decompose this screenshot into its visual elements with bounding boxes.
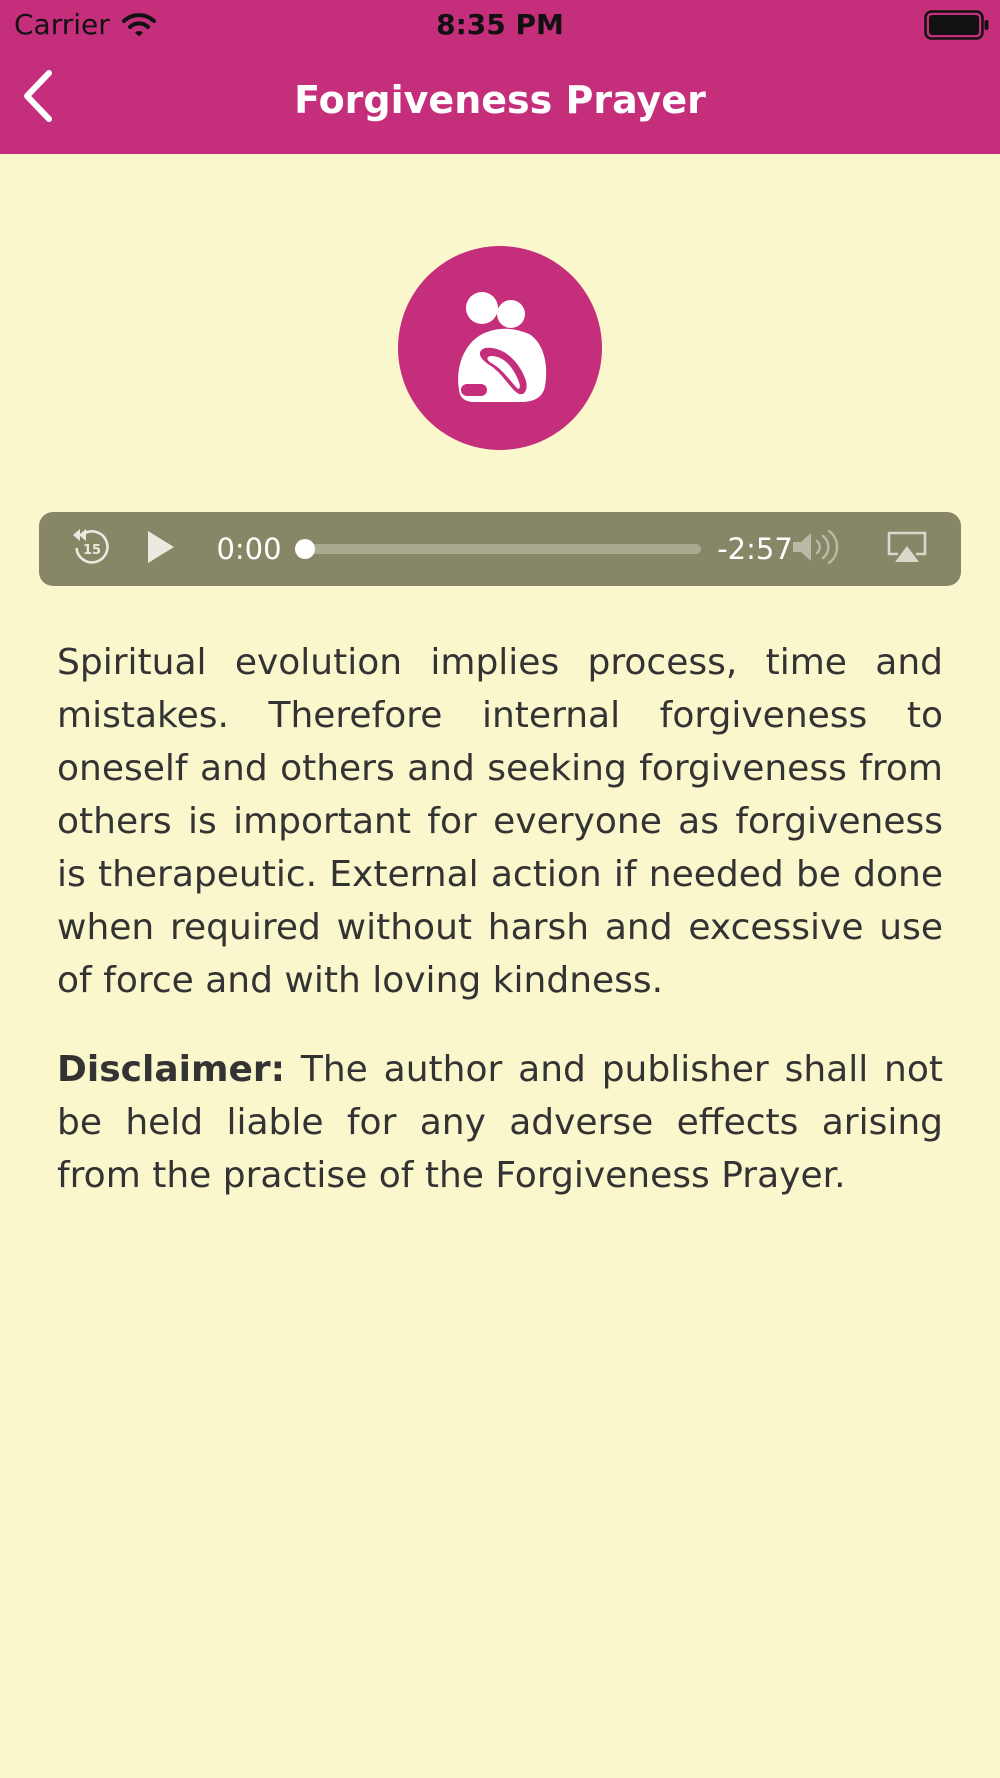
prayer-description [57, 636, 943, 1202]
audio-player [39, 512, 961, 586]
page-title: Forgiveness Prayer [294, 78, 706, 122]
status-time: 8:35 PM [436, 8, 564, 41]
nav-bar [0, 50, 1000, 154]
embrace-icon [445, 286, 555, 410]
airplay-icon [886, 530, 928, 568]
progress-track [305, 544, 701, 554]
remaining-time: -2:57 [717, 532, 793, 566]
play-icon [146, 530, 176, 568]
volume-icon [791, 530, 843, 568]
skip-back-15-icon [71, 527, 111, 571]
airplay-button[interactable] [879, 512, 935, 586]
prayer-illustration [398, 246, 602, 450]
skip-back-button[interactable] [69, 512, 113, 586]
description-text: Spiritual evolution implies process, time and mistakes. Therefore internal forgiveness to oneself and others and seeking forgiveness from others is important for everyone as forgiveness is therapeutic. External action if needed be done when required without harsh and excessive use of force and with loving kindness. [57, 642, 943, 1001]
battery-icon [924, 10, 990, 44]
back-button[interactable] [6, 66, 70, 130]
play-button[interactable] [139, 512, 183, 586]
skip-seconds-label: 15 [82, 543, 102, 558]
disclaimer-label: Disclaimer: [57, 1049, 286, 1090]
disclaimer-text: The author and publisher shall not be held liable for any adverse effects arising from the practise of the Forgiveness Prayer. [57, 1049, 943, 1196]
volume-button[interactable] [787, 512, 847, 586]
chevron-left-icon [21, 69, 55, 127]
disclaimer [57, 1043, 943, 1202]
progress-thumb[interactable] [295, 539, 315, 559]
progress-slider[interactable] [295, 512, 701, 586]
elapsed-time: 0:00 [216, 532, 282, 566]
carrier-label: Carrier [14, 8, 110, 41]
top-bar [0, 0, 1000, 154]
status-bar [0, 0, 1000, 50]
